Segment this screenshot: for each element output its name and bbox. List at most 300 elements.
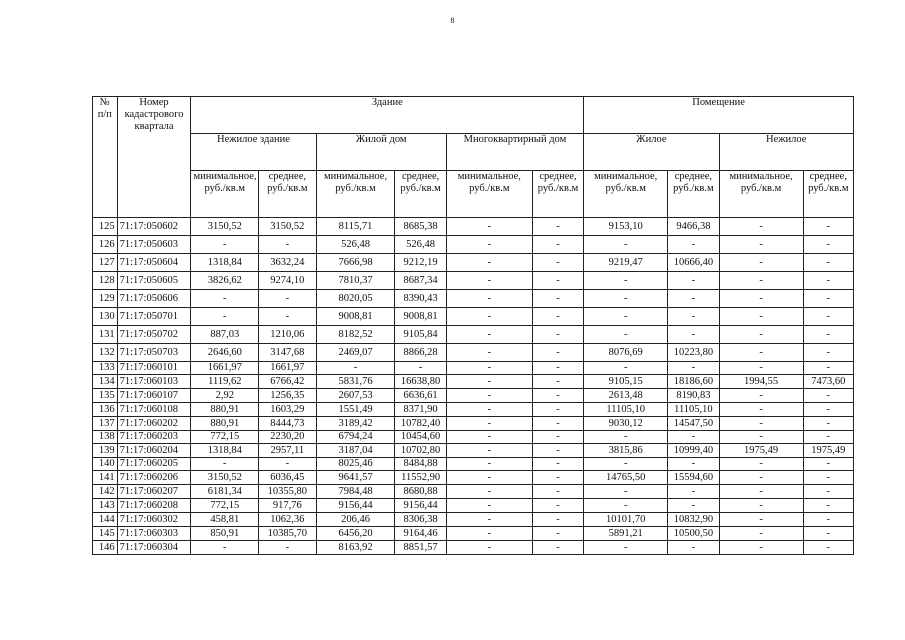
value-cell: - [259, 290, 316, 308]
value-cell: - [446, 417, 532, 431]
value-cell: 10223,80 [668, 344, 719, 362]
value-cell: - [446, 431, 532, 444]
table-row [93, 344, 854, 362]
value-cell: - [584, 236, 668, 254]
row-number: 138 [93, 431, 118, 444]
cadastral-value-table [92, 96, 854, 555]
value-cell: 9153,10 [584, 218, 668, 236]
value-cell: 5891,21 [584, 527, 668, 541]
header-apartment-building: Многоквартирный дом [446, 134, 583, 171]
row-number: 131 [93, 326, 118, 344]
value-cell: 10500,50 [668, 527, 719, 541]
value-cell: 1661,97 [191, 362, 259, 375]
value-cell: - [259, 541, 316, 555]
value-cell: - [719, 218, 803, 236]
value-cell: 2469,07 [316, 344, 395, 362]
value-cell: - [532, 362, 583, 375]
value-cell: 8687,34 [395, 272, 446, 290]
value-cell: - [532, 541, 583, 555]
value-cell: - [803, 485, 853, 499]
value-cell: - [719, 326, 803, 344]
header-min: минимальное, руб./кв.м [191, 171, 259, 218]
value-cell: 3150,52 [191, 218, 259, 236]
table-row [93, 458, 854, 471]
value-cell: - [446, 527, 532, 541]
row-number: 143 [93, 499, 118, 513]
table-row [93, 431, 854, 444]
value-cell: - [446, 541, 532, 555]
value-cell: - [719, 403, 803, 417]
value-cell: - [532, 344, 583, 362]
header-min: минимальное, руб./кв.м [584, 171, 668, 218]
value-cell: 6794,24 [316, 431, 395, 444]
row-number: 135 [93, 389, 118, 403]
table-row [93, 308, 854, 326]
value-cell: 2613,48 [584, 389, 668, 403]
value-cell: - [803, 527, 853, 541]
value-cell: - [584, 541, 668, 555]
value-cell: - [803, 326, 853, 344]
value-cell: 6766,42 [259, 375, 316, 389]
value-cell: 3187,04 [316, 444, 395, 458]
value-cell: - [668, 499, 719, 513]
value-cell: - [719, 431, 803, 444]
table-row [93, 499, 854, 513]
page-number: 8 [450, 16, 455, 25]
value-cell: - [584, 499, 668, 513]
value-cell: 11552,90 [395, 471, 446, 485]
cadastral-number: 71:17:060203 [117, 431, 191, 444]
value-cell: - [719, 485, 803, 499]
value-cell: 9212,19 [395, 254, 446, 272]
value-cell: - [532, 326, 583, 344]
value-cell: - [532, 431, 583, 444]
row-number: 140 [93, 458, 118, 471]
value-cell: 2646,60 [191, 344, 259, 362]
value-cell: 9466,38 [668, 218, 719, 236]
row-number: 142 [93, 485, 118, 499]
value-cell: 3150,52 [191, 471, 259, 485]
value-cell: 458,81 [191, 513, 259, 527]
value-cell: 2957,11 [259, 444, 316, 458]
value-cell: 8163,92 [316, 541, 395, 555]
value-cell: 850,91 [191, 527, 259, 541]
cadastral-number: 71:17:060206 [117, 471, 191, 485]
value-cell: 6456,20 [316, 527, 395, 541]
value-cell: 772,15 [191, 431, 259, 444]
value-cell: 8484,88 [395, 458, 446, 471]
value-cell: - [803, 513, 853, 527]
table-row [93, 527, 854, 541]
value-cell: - [446, 254, 532, 272]
row-number: 128 [93, 272, 118, 290]
value-cell: - [803, 417, 853, 431]
row-number: 141 [93, 471, 118, 485]
value-cell: - [803, 362, 853, 375]
value-cell: - [719, 527, 803, 541]
value-cell: - [446, 290, 532, 308]
value-cell: - [668, 362, 719, 375]
value-cell: - [584, 431, 668, 444]
value-cell: 8190,83 [668, 389, 719, 403]
value-cell: - [803, 458, 853, 471]
value-cell: 15594,60 [668, 471, 719, 485]
value-cell: - [532, 527, 583, 541]
value-cell: 1975,49 [803, 444, 853, 458]
value-cell: - [532, 375, 583, 389]
table-row [93, 471, 854, 485]
value-cell: - [532, 458, 583, 471]
header-cadastral: Номер кадастрового квартала [117, 97, 191, 218]
value-cell: 7810,37 [316, 272, 395, 290]
value-cell: - [719, 344, 803, 362]
value-cell: - [532, 290, 583, 308]
value-cell: 8025,46 [316, 458, 395, 471]
row-number: 125 [93, 218, 118, 236]
value-cell: 7666,98 [316, 254, 395, 272]
value-cell: - [259, 236, 316, 254]
value-cell: 1318,84 [191, 254, 259, 272]
cadastral-number: 71:17:060108 [117, 403, 191, 417]
value-cell: - [668, 272, 719, 290]
cadastral-number: 71:17:060205 [117, 458, 191, 471]
value-cell: 1661,97 [259, 362, 316, 375]
value-cell: 7984,48 [316, 485, 395, 499]
value-cell: 9156,44 [316, 499, 395, 513]
value-cell: 8390,43 [395, 290, 446, 308]
value-cell: 3147,68 [259, 344, 316, 362]
value-cell: 3150,52 [259, 218, 316, 236]
header-avg: среднее, руб./кв.м [259, 171, 316, 218]
value-cell: - [446, 444, 532, 458]
table-row [93, 218, 854, 236]
value-cell: 14547,50 [668, 417, 719, 431]
value-cell: - [191, 541, 259, 555]
row-number: 132 [93, 344, 118, 362]
value-cell: - [446, 458, 532, 471]
value-cell: 9008,81 [316, 308, 395, 326]
value-cell: - [719, 308, 803, 326]
value-cell: - [532, 513, 583, 527]
value-cell: - [395, 362, 446, 375]
value-cell: 6036,45 [259, 471, 316, 485]
value-cell: - [803, 218, 853, 236]
value-cell: 1994,55 [719, 375, 803, 389]
row-number: 127 [93, 254, 118, 272]
value-cell: - [668, 541, 719, 555]
cadastral-number: 71:17:050603 [117, 236, 191, 254]
value-cell: - [803, 403, 853, 417]
value-cell: 8115,71 [316, 218, 395, 236]
header-building: Здание [191, 97, 584, 134]
value-cell: - [446, 499, 532, 513]
value-cell: - [446, 344, 532, 362]
header-avg: среднее, руб./кв.м [395, 171, 446, 218]
table-row [93, 290, 854, 308]
value-cell: 8020,05 [316, 290, 395, 308]
value-cell: 8866,28 [395, 344, 446, 362]
table-row [93, 389, 854, 403]
value-cell: - [316, 362, 395, 375]
value-cell: 3189,42 [316, 417, 395, 431]
value-cell: - [191, 236, 259, 254]
value-cell: 526,48 [395, 236, 446, 254]
value-cell: - [668, 236, 719, 254]
row-number: 139 [93, 444, 118, 458]
cadastral-number: 71:17:060204 [117, 444, 191, 458]
value-cell: - [446, 403, 532, 417]
cadastral-number: 71:17:050606 [117, 290, 191, 308]
value-cell: - [446, 375, 532, 389]
value-cell: - [584, 485, 668, 499]
value-cell: - [719, 541, 803, 555]
value-cell: - [584, 362, 668, 375]
value-cell: 526,48 [316, 236, 395, 254]
value-cell: - [532, 417, 583, 431]
value-cell: 1551,49 [316, 403, 395, 417]
cadastral-number: 71:17:060103 [117, 375, 191, 389]
value-cell: 10385,70 [259, 527, 316, 541]
value-cell: 8371,90 [395, 403, 446, 417]
cadastral-number: 71:17:050702 [117, 326, 191, 344]
value-cell: - [532, 254, 583, 272]
value-cell: - [584, 272, 668, 290]
value-cell: - [191, 290, 259, 308]
row-number: 136 [93, 403, 118, 417]
header-min: минимальное, руб./кв.м [316, 171, 395, 218]
cadastral-number: 71:17:050703 [117, 344, 191, 362]
value-cell: 3826,62 [191, 272, 259, 290]
header-min: минимальное, руб./кв.м [446, 171, 532, 218]
value-cell: 772,15 [191, 499, 259, 513]
value-cell: - [803, 290, 853, 308]
value-cell: 8182,52 [316, 326, 395, 344]
header-avg: среднее, руб./кв.м [803, 171, 853, 218]
value-cell: 6636,61 [395, 389, 446, 403]
value-cell: - [446, 485, 532, 499]
value-cell: - [584, 308, 668, 326]
value-cell: 1318,84 [191, 444, 259, 458]
table-body [93, 218, 854, 555]
cadastral-number: 71:17:050604 [117, 254, 191, 272]
value-cell: 3632,24 [259, 254, 316, 272]
value-cell: - [719, 236, 803, 254]
table-row [93, 444, 854, 458]
value-cell: 2230,20 [259, 431, 316, 444]
header-avg: среднее, руб./кв.м [668, 171, 719, 218]
value-cell: - [719, 458, 803, 471]
value-cell: - [584, 290, 668, 308]
value-cell: - [446, 326, 532, 344]
header-premises: Помещение [584, 97, 854, 134]
cadastral-number: 71:17:050605 [117, 272, 191, 290]
value-cell: - [191, 308, 259, 326]
value-cell: 10702,80 [395, 444, 446, 458]
value-cell: - [668, 485, 719, 499]
cadastral-number: 71:17:050701 [117, 308, 191, 326]
value-cell: - [803, 389, 853, 403]
value-cell: 8680,88 [395, 485, 446, 499]
value-cell: 10666,40 [668, 254, 719, 272]
value-cell: - [668, 431, 719, 444]
value-cell: - [532, 485, 583, 499]
value-cell: 6181,34 [191, 485, 259, 499]
value-cell: - [803, 499, 853, 513]
value-cell: 9105,84 [395, 326, 446, 344]
cadastral-number: 71:17:060202 [117, 417, 191, 431]
cadastral-number: 71:17:060304 [117, 541, 191, 555]
table-row [93, 272, 854, 290]
row-number: 146 [93, 541, 118, 555]
table-row [93, 513, 854, 527]
value-cell: - [719, 471, 803, 485]
value-cell: - [446, 272, 532, 290]
row-number: 145 [93, 527, 118, 541]
value-cell: 11105,10 [668, 403, 719, 417]
value-cell: 7473,60 [803, 375, 853, 389]
value-cell: - [803, 272, 853, 290]
value-cell: - [668, 308, 719, 326]
table-row [93, 236, 854, 254]
value-cell: 206,46 [316, 513, 395, 527]
value-cell: 2,92 [191, 389, 259, 403]
value-cell: 8685,38 [395, 218, 446, 236]
value-cell: - [719, 254, 803, 272]
value-cell: - [668, 326, 719, 344]
value-cell: - [446, 308, 532, 326]
value-cell: - [719, 389, 803, 403]
value-cell: 880,91 [191, 403, 259, 417]
row-number: 130 [93, 308, 118, 326]
value-cell: 9105,15 [584, 375, 668, 389]
value-cell: - [719, 290, 803, 308]
value-cell: 880,91 [191, 417, 259, 431]
table-row [93, 326, 854, 344]
value-cell: - [532, 389, 583, 403]
value-cell: - [446, 218, 532, 236]
value-cell: - [719, 272, 803, 290]
row-number: 126 [93, 236, 118, 254]
value-cell: 18186,60 [668, 375, 719, 389]
value-cell: 9274,10 [259, 272, 316, 290]
header-nonresidential: Нежилое [719, 134, 853, 171]
value-cell: 9164,46 [395, 527, 446, 541]
value-cell: 1119,62 [191, 375, 259, 389]
value-cell: - [719, 513, 803, 527]
value-cell: - [719, 499, 803, 513]
value-cell: 1975,49 [719, 444, 803, 458]
row-number: 129 [93, 290, 118, 308]
row-number: 134 [93, 375, 118, 389]
value-cell: - [446, 513, 532, 527]
value-cell: - [584, 326, 668, 344]
value-cell: 11105,10 [584, 403, 668, 417]
value-cell: 3815,86 [584, 444, 668, 458]
table-row [93, 417, 854, 431]
value-cell: - [532, 308, 583, 326]
value-cell: - [532, 218, 583, 236]
value-cell: - [259, 308, 316, 326]
table-row [93, 485, 854, 499]
value-cell: - [446, 236, 532, 254]
value-cell: - [446, 389, 532, 403]
value-cell: 917,76 [259, 499, 316, 513]
value-cell: 10782,40 [395, 417, 446, 431]
value-cell: 8444,73 [259, 417, 316, 431]
cadastral-number: 71:17:060207 [117, 485, 191, 499]
value-cell: - [584, 458, 668, 471]
value-cell: 2607,53 [316, 389, 395, 403]
cadastral-number: 71:17:060302 [117, 513, 191, 527]
value-cell: - [532, 471, 583, 485]
value-cell: - [532, 444, 583, 458]
table-row [93, 541, 854, 555]
cadastral-number: 71:17:050602 [117, 218, 191, 236]
value-cell: 1210,06 [259, 326, 316, 344]
value-cell: 8851,57 [395, 541, 446, 555]
value-cell: 1062,36 [259, 513, 316, 527]
value-cell: - [668, 458, 719, 471]
value-cell: 1256,35 [259, 389, 316, 403]
header-min: минимальное, руб./кв.м [719, 171, 803, 218]
value-cell: 9030,12 [584, 417, 668, 431]
value-cell: 10454,60 [395, 431, 446, 444]
value-cell: 5831,76 [316, 375, 395, 389]
value-cell: 9219,47 [584, 254, 668, 272]
header-avg: среднее, руб./кв.м [532, 171, 583, 218]
value-cell: 10101,70 [584, 513, 668, 527]
value-cell: 8306,38 [395, 513, 446, 527]
value-cell: - [803, 308, 853, 326]
value-cell: - [532, 403, 583, 417]
value-cell: - [803, 254, 853, 272]
value-cell: - [803, 344, 853, 362]
table-row [93, 375, 854, 389]
value-cell: - [719, 417, 803, 431]
value-cell: - [191, 458, 259, 471]
value-cell: 8076,69 [584, 344, 668, 362]
header-num: № п/п [93, 97, 118, 218]
value-cell: 16638,80 [395, 375, 446, 389]
value-cell: - [532, 272, 583, 290]
cadastral-number: 71:17:060208 [117, 499, 191, 513]
value-cell: 10999,40 [668, 444, 719, 458]
table-row [93, 362, 854, 375]
value-cell: - [803, 471, 853, 485]
value-cell: - [668, 290, 719, 308]
header-residential: Жилое [584, 134, 719, 171]
value-cell: 1603,29 [259, 403, 316, 417]
row-number: 133 [93, 362, 118, 375]
cadastral-number: 71:17:060107 [117, 389, 191, 403]
value-cell: 9641,57 [316, 471, 395, 485]
row-number: 137 [93, 417, 118, 431]
value-cell: 10832,90 [668, 513, 719, 527]
header-nonres-building: Нежилое здание [191, 134, 316, 171]
value-cell: 9156,44 [395, 499, 446, 513]
value-cell: - [446, 362, 532, 375]
value-cell: 9008,81 [395, 308, 446, 326]
header-house: Жилой дом [316, 134, 446, 171]
value-cell: - [803, 541, 853, 555]
value-cell: 10355,80 [259, 485, 316, 499]
value-cell: - [803, 236, 853, 254]
value-cell: - [259, 458, 316, 471]
value-cell: - [803, 431, 853, 444]
value-cell: 887,03 [191, 326, 259, 344]
cadastral-number: 71:17:060101 [117, 362, 191, 375]
table-row [93, 254, 854, 272]
